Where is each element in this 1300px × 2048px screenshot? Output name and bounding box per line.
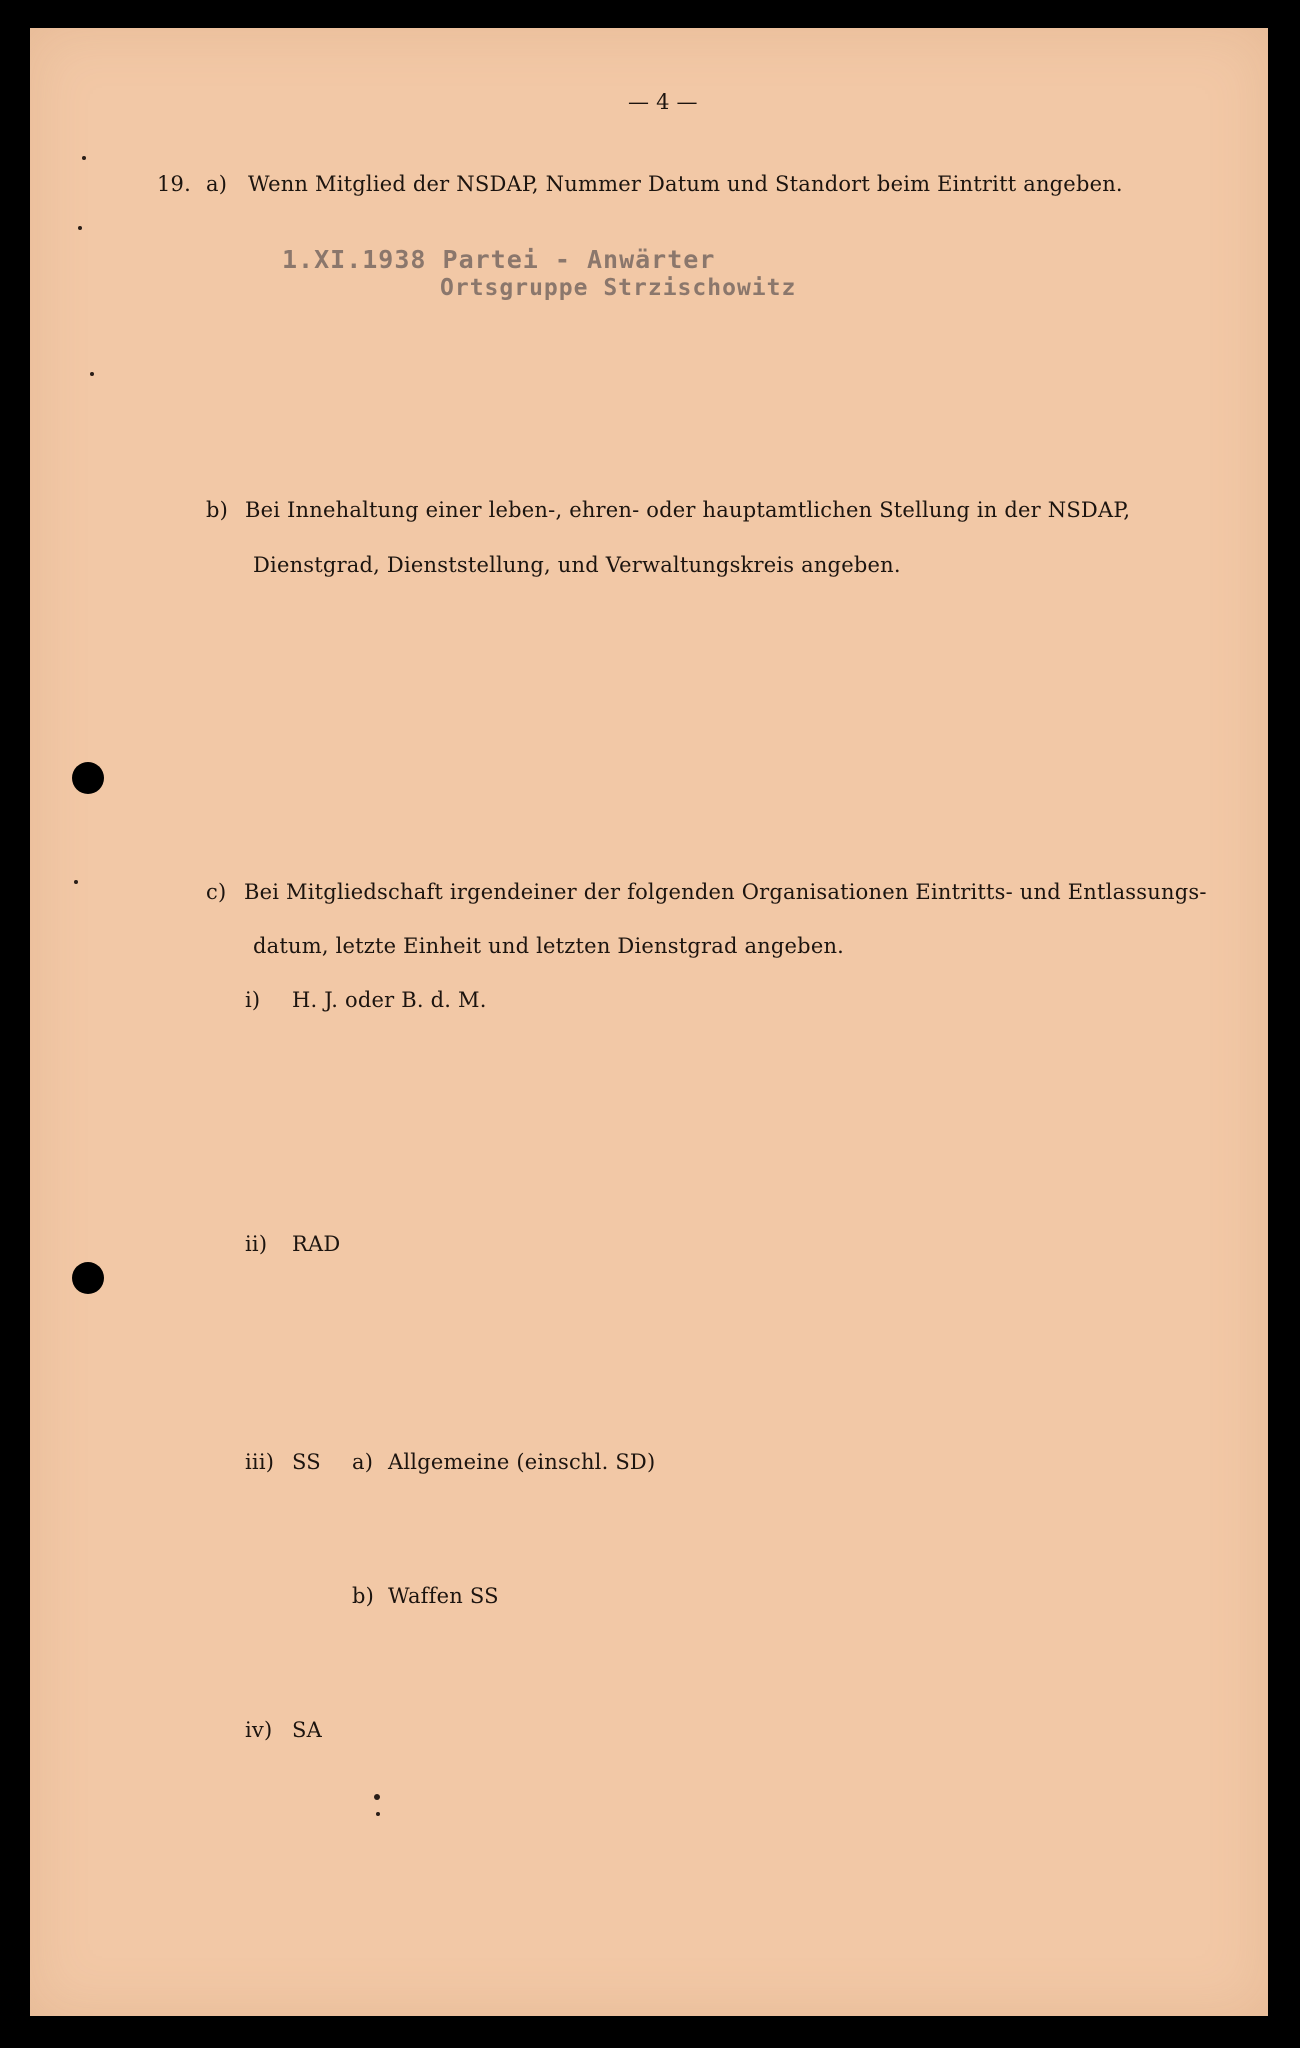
question-a-label: a) <box>206 172 228 196</box>
item-iii-a-text: Allgemeine (einschl. SD) <box>388 1450 656 1474</box>
item-ii-text: RAD <box>292 1232 341 1256</box>
item-ii-label: ii) <box>245 1232 268 1256</box>
typed-answer-line1: 1.XI.1938 Partei - Anwärter <box>282 245 716 274</box>
item-iii-a-label: a) <box>352 1450 374 1474</box>
punch-hole-lower <box>72 1262 104 1294</box>
question-b-line1: Bei Innehaltung einer leben-, ehren- oder hauptamtlichen Stellung in der NSDAP, <box>245 498 1131 522</box>
paper-speck <box>90 372 94 376</box>
item-i-text: H. J. oder B. d. M. <box>292 988 487 1012</box>
question-c-line2: datum, letzte Einheit und letzten Dienstgrad angeben. <box>253 934 845 958</box>
paper-speck <box>82 156 86 160</box>
document-page <box>30 28 1268 2016</box>
question-b-label: b) <box>206 498 229 522</box>
typed-answer-line2: Ortsgruppe Strzischowitz <box>440 275 797 301</box>
paper-speck <box>376 1812 380 1816</box>
question-number: 19. <box>157 172 191 196</box>
paper-speck <box>78 226 82 230</box>
item-iii-label: iii) <box>245 1450 275 1474</box>
question-a-text: Wenn Mitglied der NSDAP, Nummer Datum und Standort beim Eintritt angeben. <box>248 172 1123 196</box>
paper-speck <box>374 1794 380 1800</box>
item-iii-b-label: b) <box>352 1584 375 1608</box>
question-b-line2: Dienstgrad, Dienststellung, und Verwaltungskreis angeben. <box>253 553 901 577</box>
item-i-label: i) <box>245 988 261 1012</box>
question-c-label: c) <box>206 880 227 904</box>
page-number: — 4 — <box>628 90 698 114</box>
item-iv-text: SA <box>292 1718 322 1742</box>
paper-speck <box>74 880 78 884</box>
question-c-line1: Bei Mitgliedschaft irgendeiner der folgenden Organisationen Eintritts- und Entlassungs- <box>244 880 1207 904</box>
item-iii-text: SS <box>292 1450 321 1474</box>
punch-hole-upper <box>72 762 104 794</box>
item-iv-label: iv) <box>245 1718 273 1742</box>
item-iii-b-text: Waffen SS <box>388 1584 499 1608</box>
